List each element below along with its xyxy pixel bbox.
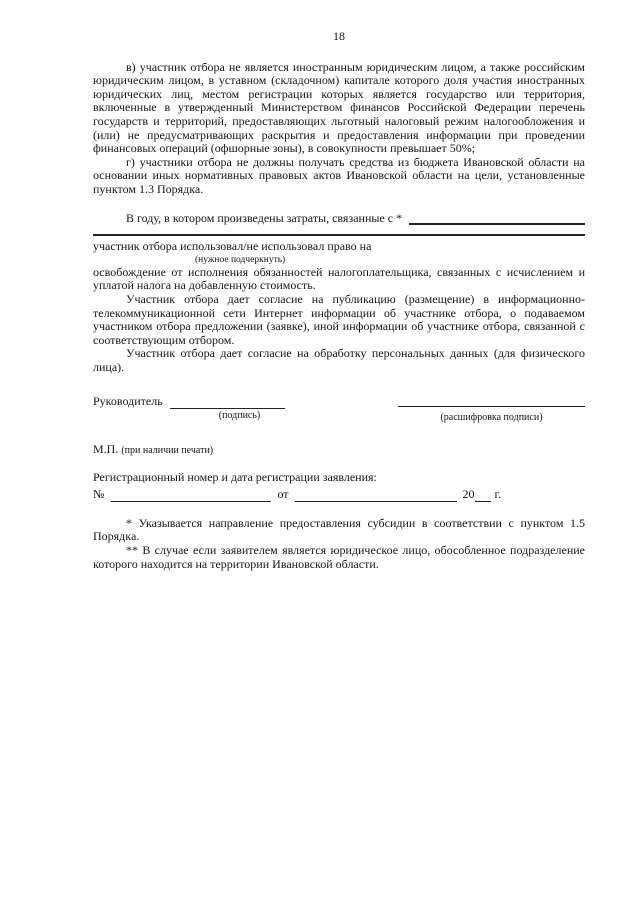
paragraph-vat-exemption: освобождение от исполнения обязанностей налогоплательщика, связанных с исчислением и уплатой налога на добавленную стоимость. (93, 264, 585, 293)
registration-title: Регистрационный номер и дата регистрации заявления: (93, 469, 377, 484)
year-costs-blank-line (409, 213, 585, 225)
page-number: 18 (333, 29, 345, 43)
signature-block (93, 395, 585, 424)
transcript-column (398, 395, 585, 424)
registration-from-label: от (277, 487, 289, 502)
year-costs-text: В году, в котором произведены затраты, связанные с * (126, 210, 403, 225)
stamp-line (93, 443, 585, 458)
footnote-second: ** В случае если заявителем является юридическое лицо, обособленное подразделение которого находится на территории Ивановской области. (93, 543, 585, 571)
transcript-blank-line (398, 395, 585, 407)
registration-year-unit: г. (494, 487, 502, 502)
transcript-caption: (расшифровка подписи) (440, 412, 543, 424)
underline-instruction-note: (нужное подчеркнуть) (195, 254, 286, 265)
paragraph-consent-publication: Участник отбора дает согласие на публикацию (размещение) в информационно-телекоммуникационной сети Интернет информации об участнике отбора, о подаваемом участником отбора предложении (заявке), иной информации об участнике отбора, связанной с соответствующим отбором. (93, 291, 585, 347)
leader-label: Руководитель (93, 394, 163, 409)
footnote-first: * Указывается направление предоставления субсидии в соответствии с пунктом 1.5 Порядка. (93, 515, 585, 544)
stamp-note: (при наличии печати) (121, 445, 214, 457)
year-costs-line (93, 212, 585, 226)
registration-year-prefix: 20 (462, 487, 475, 502)
footnotes-section (93, 517, 585, 571)
paragraph-consent-personal-data: Участник отбора дает согласие на обработку персональных данных (для физического лица). (93, 346, 585, 374)
signature-blank-line (170, 397, 285, 409)
underline-choice-text: участник отбора использовал/не использовал право на (93, 239, 372, 254)
registration-year-blank-line (475, 490, 491, 502)
registration-number-label: № (93, 487, 105, 502)
registration-date-blank-line (295, 490, 457, 502)
signature-caption: (подпись) (218, 410, 261, 422)
registration-line (93, 488, 585, 502)
registration-number-blank-line (111, 490, 271, 502)
paragraph-clause-v: в) участник отбора не является иностранным юридическим лицом, а также российским юридическим лицом, в уставном (складочном) капитале которого доля участия иностранных юридических лиц, местом регистрации которых является государство или территория, включенные в утвержденный Министерством финансов Российской Федерации перечень государств и территорий, предоставляющих льготный налоговый режим налогообложения и (или) не предусматривающих раскрытия и предоставления информации при проведении финансовых операций (офшорные зоны), в совокупности превышает 50%; (93, 59, 585, 156)
signature-column (93, 395, 347, 424)
paragraph-clause-g: г) участники отбора не должны получать средства из бюджета Ивановской области на основании иных нормативных правовых актов Ивановской области на цели, установленные пунктом 1.3 Порядка. (93, 154, 585, 196)
fill-in-rule-line (93, 225, 585, 236)
stamp-label: М.П. (93, 442, 119, 457)
registration-block (93, 471, 585, 502)
